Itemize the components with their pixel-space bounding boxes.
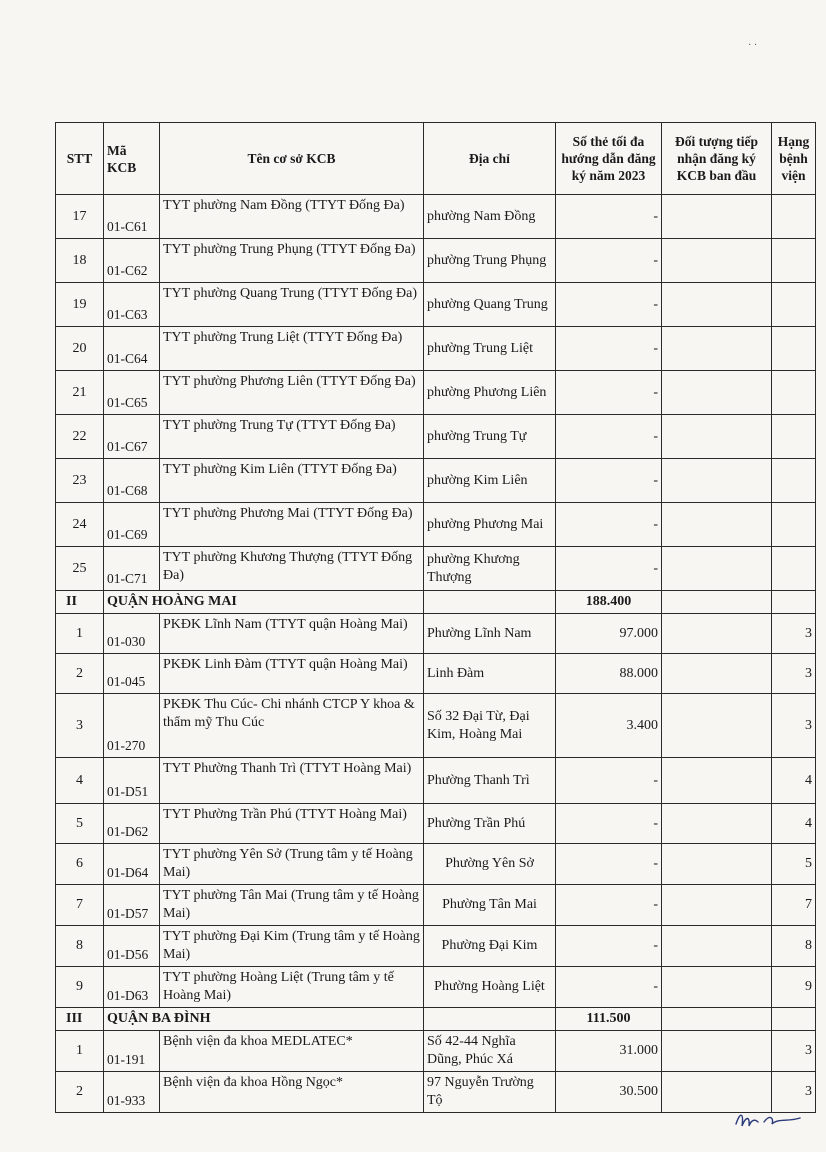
target-cell: [662, 195, 772, 239]
stt-cell: 1: [56, 614, 104, 654]
ma-kcb-cell: 01-D51: [104, 758, 160, 804]
max-cards-cell: -: [556, 926, 662, 967]
address-cell: [424, 1008, 556, 1031]
stt-cell: 2: [56, 654, 104, 694]
ma-kcb-cell: 01-045: [104, 654, 160, 694]
max-cards-cell: -: [556, 503, 662, 547]
facility-name-cell: TYT phường Phương Liên (TTYT Đống Đa): [160, 371, 424, 415]
address-cell: Phường Lĩnh Nam: [424, 614, 556, 654]
ma-kcb-cell: 01-D63: [104, 967, 160, 1008]
table-row: [56, 654, 816, 694]
address-cell: Phường Hoàng Liệt: [424, 967, 556, 1008]
target-cell: [662, 547, 772, 591]
rank-cell: 4: [772, 804, 816, 844]
ma-kcb-cell: 01-933: [104, 1072, 160, 1113]
table-row: [56, 758, 816, 804]
rank-cell: 3: [772, 694, 816, 758]
header-hang: Hạng bệnh viện: [772, 123, 816, 195]
target-cell: [662, 283, 772, 327]
max-cards-cell: 97.000: [556, 614, 662, 654]
table-row: [56, 371, 816, 415]
facility-name-cell: TYT Phường Trần Phú (TTYT Hoàng Mai): [160, 804, 424, 844]
rank-cell: 3: [772, 614, 816, 654]
max-cards-cell: -: [556, 239, 662, 283]
max-cards-cell: -: [556, 415, 662, 459]
ma-kcb-cell: 01-C67: [104, 415, 160, 459]
ma-kcb-cell: 01-C62: [104, 239, 160, 283]
stt-cell: 6: [56, 844, 104, 885]
rank-cell: 7: [772, 885, 816, 926]
target-cell: [662, 758, 772, 804]
table-body: [56, 195, 816, 1113]
facility-name-cell: Bệnh viện đa khoa Hồng Ngọc*: [160, 1072, 424, 1113]
header-doi-tuong: Đối tượng tiếp nhận đăng ký KCB ban đầu: [662, 123, 772, 195]
table-row: [56, 926, 816, 967]
target-cell: [662, 614, 772, 654]
target-cell: [662, 694, 772, 758]
rank-cell: 9: [772, 967, 816, 1008]
rank-cell: [772, 239, 816, 283]
address-cell: phường Phương Mai: [424, 503, 556, 547]
stt-cell: 4: [56, 758, 104, 804]
table-row: [56, 694, 816, 758]
facility-name-cell: TYT phường Tân Mai (Trung tâm y tế Hoàng Mai): [160, 885, 424, 926]
ma-kcb-cell: 01-D56: [104, 926, 160, 967]
stt-cell: 21: [56, 371, 104, 415]
section-total: 188.400: [556, 591, 662, 614]
header-dia-chi: Địa chỉ: [424, 123, 556, 195]
stt-cell: 2: [56, 1072, 104, 1113]
max-cards-cell: -: [556, 885, 662, 926]
rank-cell: [772, 547, 816, 591]
table-row: [56, 614, 816, 654]
target-cell: [662, 885, 772, 926]
address-cell: Linh Đàm: [424, 654, 556, 694]
ma-kcb-cell: 01-D62: [104, 804, 160, 844]
address-cell: phường Phương Liên: [424, 371, 556, 415]
stt-cell: 7: [56, 885, 104, 926]
stt-cell: 3: [56, 694, 104, 758]
address-cell: phường Khương Thượng: [424, 547, 556, 591]
target-cell: [662, 1008, 772, 1031]
target-cell: [662, 459, 772, 503]
facility-name-cell: TYT phường Khương Thượng (TTYT Đống Đa): [160, 547, 424, 591]
address-cell: phường Quang Trung: [424, 283, 556, 327]
target-cell: [662, 967, 772, 1008]
ma-kcb-cell: 01-C63: [104, 283, 160, 327]
max-cards-cell: -: [556, 459, 662, 503]
max-cards-cell: -: [556, 844, 662, 885]
section-number: II: [56, 591, 104, 614]
facility-name-cell: PKĐK Linh Đàm (TTYT quận Hoàng Mai): [160, 654, 424, 694]
stt-cell: 24: [56, 503, 104, 547]
rank-cell: 8: [772, 926, 816, 967]
ma-kcb-cell: 01-270: [104, 694, 160, 758]
rank-cell: [772, 195, 816, 239]
table-row: [56, 459, 816, 503]
address-cell: [424, 591, 556, 614]
table-row: [56, 283, 816, 327]
target-cell: [662, 804, 772, 844]
address-cell: phường Nam Đồng: [424, 195, 556, 239]
address-cell: Số 42-44 Nghĩa Dũng, Phúc Xá: [424, 1031, 556, 1072]
facility-name-cell: TYT phường Trung Phụng (TTYT Đống Đa): [160, 239, 424, 283]
section-row: [56, 1008, 816, 1031]
table-row: [56, 967, 816, 1008]
section-number: III: [56, 1008, 104, 1031]
ma-kcb-cell: 01-C65: [104, 371, 160, 415]
target-cell: [662, 239, 772, 283]
max-cards-cell: 3.400: [556, 694, 662, 758]
ma-kcb-cell: 01-D64: [104, 844, 160, 885]
stt-cell: 8: [56, 926, 104, 967]
stt-cell: 5: [56, 804, 104, 844]
max-cards-cell: -: [556, 547, 662, 591]
target-cell: [662, 926, 772, 967]
max-cards-cell: -: [556, 283, 662, 327]
address-cell: 97 Nguyễn Trường Tộ: [424, 1072, 556, 1113]
facility-name-cell: Bệnh viện đa khoa MEDLATEC*: [160, 1031, 424, 1072]
target-cell: [662, 591, 772, 614]
max-cards-cell: -: [556, 327, 662, 371]
rank-cell: [772, 591, 816, 614]
stt-cell: 17: [56, 195, 104, 239]
section-title: QUẬN HOÀNG MAI: [104, 591, 424, 614]
target-cell: [662, 415, 772, 459]
facility-name-cell: PKĐK Thu Cúc- Chi nhánh CTCP Y khoa & thẩm mỹ Thu Cúc: [160, 694, 424, 758]
ma-kcb-cell: 01-030: [104, 614, 160, 654]
rank-cell: [772, 1008, 816, 1031]
address-cell: phường Trung Tự: [424, 415, 556, 459]
signature-mark: [732, 1104, 804, 1134]
stt-cell: 1: [56, 1031, 104, 1072]
section-title: QUẬN BA ĐÌNH: [104, 1008, 424, 1031]
table-row: [56, 239, 816, 283]
rank-cell: 3: [772, 1031, 816, 1072]
address-cell: Số 32 Đại Từ, Đại Kim, Hoàng Mai: [424, 694, 556, 758]
table-row: [56, 195, 816, 239]
facility-name-cell: TYT phường Nam Đồng (TTYT Đống Đa): [160, 195, 424, 239]
address-cell: phường Kim Liên: [424, 459, 556, 503]
target-cell: [662, 654, 772, 694]
ma-kcb-cell: 01-191: [104, 1031, 160, 1072]
rank-cell: [772, 327, 816, 371]
facility-name-cell: TYT phường Trung Tự (TTYT Đống Đa): [160, 415, 424, 459]
rank-cell: 3: [772, 1072, 816, 1113]
stt-cell: 19: [56, 283, 104, 327]
target-cell: [662, 371, 772, 415]
address-cell: Phường Đại Kim: [424, 926, 556, 967]
facility-name-cell: TYT phường Đại Kim (Trung tâm y tế Hoàng Mai): [160, 926, 424, 967]
stt-cell: 9: [56, 967, 104, 1008]
target-cell: [662, 844, 772, 885]
max-cards-cell: 30.500: [556, 1072, 662, 1113]
address-cell: Phường Thanh Trì: [424, 758, 556, 804]
max-cards-cell: -: [556, 195, 662, 239]
rank-cell: [772, 415, 816, 459]
address-cell: Phường Trần Phú: [424, 804, 556, 844]
header-stt: STT: [56, 123, 104, 195]
table-row: [56, 415, 816, 459]
ma-kcb-cell: 01-C61: [104, 195, 160, 239]
table-row: [56, 503, 816, 547]
stt-cell: 25: [56, 547, 104, 591]
table-row: [56, 327, 816, 371]
header-ma-kcb: Mã KCB: [104, 123, 160, 195]
rank-cell: 3: [772, 654, 816, 694]
table-row: [56, 547, 816, 591]
ma-kcb-cell: 01-C69: [104, 503, 160, 547]
stt-cell: 23: [56, 459, 104, 503]
address-cell: Phường Tân Mai: [424, 885, 556, 926]
stt-cell: 18: [56, 239, 104, 283]
table-row: [56, 1031, 816, 1072]
section-row: [56, 591, 816, 614]
max-cards-cell: 88.000: [556, 654, 662, 694]
ma-kcb-cell: 01-C64: [104, 327, 160, 371]
max-cards-cell: -: [556, 758, 662, 804]
address-cell: phường Trung Liệt: [424, 327, 556, 371]
address-cell: Phường Yên Sở: [424, 844, 556, 885]
max-cards-cell: 31.000: [556, 1031, 662, 1072]
ma-kcb-cell: 01-D57: [104, 885, 160, 926]
rank-cell: 5: [772, 844, 816, 885]
facility-name-cell: TYT Phường Thanh Trì (TTYT Hoàng Mai): [160, 758, 424, 804]
facility-table: [55, 122, 816, 1113]
table-row: [56, 1072, 816, 1113]
max-cards-cell: -: [556, 371, 662, 415]
facility-name-cell: TYT phường Trung Liệt (TTYT Đống Đa): [160, 327, 424, 371]
facility-name-cell: PKĐK Lĩnh Nam (TTYT quận Hoàng Mai): [160, 614, 424, 654]
rank-cell: 4: [772, 758, 816, 804]
rank-cell: [772, 503, 816, 547]
facility-name-cell: TYT phường Quang Trung (TTYT Đống Đa): [160, 283, 424, 327]
max-cards-cell: -: [556, 967, 662, 1008]
table-row: [56, 844, 816, 885]
facility-name-cell: TYT phường Kim Liên (TTYT Đống Đa): [160, 459, 424, 503]
facility-name-cell: TYT phường Phương Mai (TTYT Đống Đa): [160, 503, 424, 547]
table-row: [56, 804, 816, 844]
rank-cell: [772, 459, 816, 503]
facility-name-cell: TYT phường Hoàng Liệt (Trung tâm y tế Hoàng Mai): [160, 967, 424, 1008]
ma-kcb-cell: 01-C71: [104, 547, 160, 591]
table-header-row: [56, 123, 816, 195]
page-mark: · ·: [748, 40, 758, 51]
section-total: 111.500: [556, 1008, 662, 1031]
stt-cell: 20: [56, 327, 104, 371]
target-cell: [662, 503, 772, 547]
address-cell: phường Trung Phụng: [424, 239, 556, 283]
header-so-the: Số thẻ tối đa hướng dẫn đăng ký năm 2023: [556, 123, 662, 195]
rank-cell: [772, 283, 816, 327]
ma-kcb-cell: 01-C68: [104, 459, 160, 503]
rank-cell: [772, 371, 816, 415]
target-cell: [662, 1031, 772, 1072]
table-row: [56, 885, 816, 926]
max-cards-cell: -: [556, 804, 662, 844]
facility-name-cell: TYT phường Yên Sở (Trung tâm y tế Hoàng Mai): [160, 844, 424, 885]
stt-cell: 22: [56, 415, 104, 459]
target-cell: [662, 327, 772, 371]
header-ten-co-so: Tên cơ sở KCB: [160, 123, 424, 195]
